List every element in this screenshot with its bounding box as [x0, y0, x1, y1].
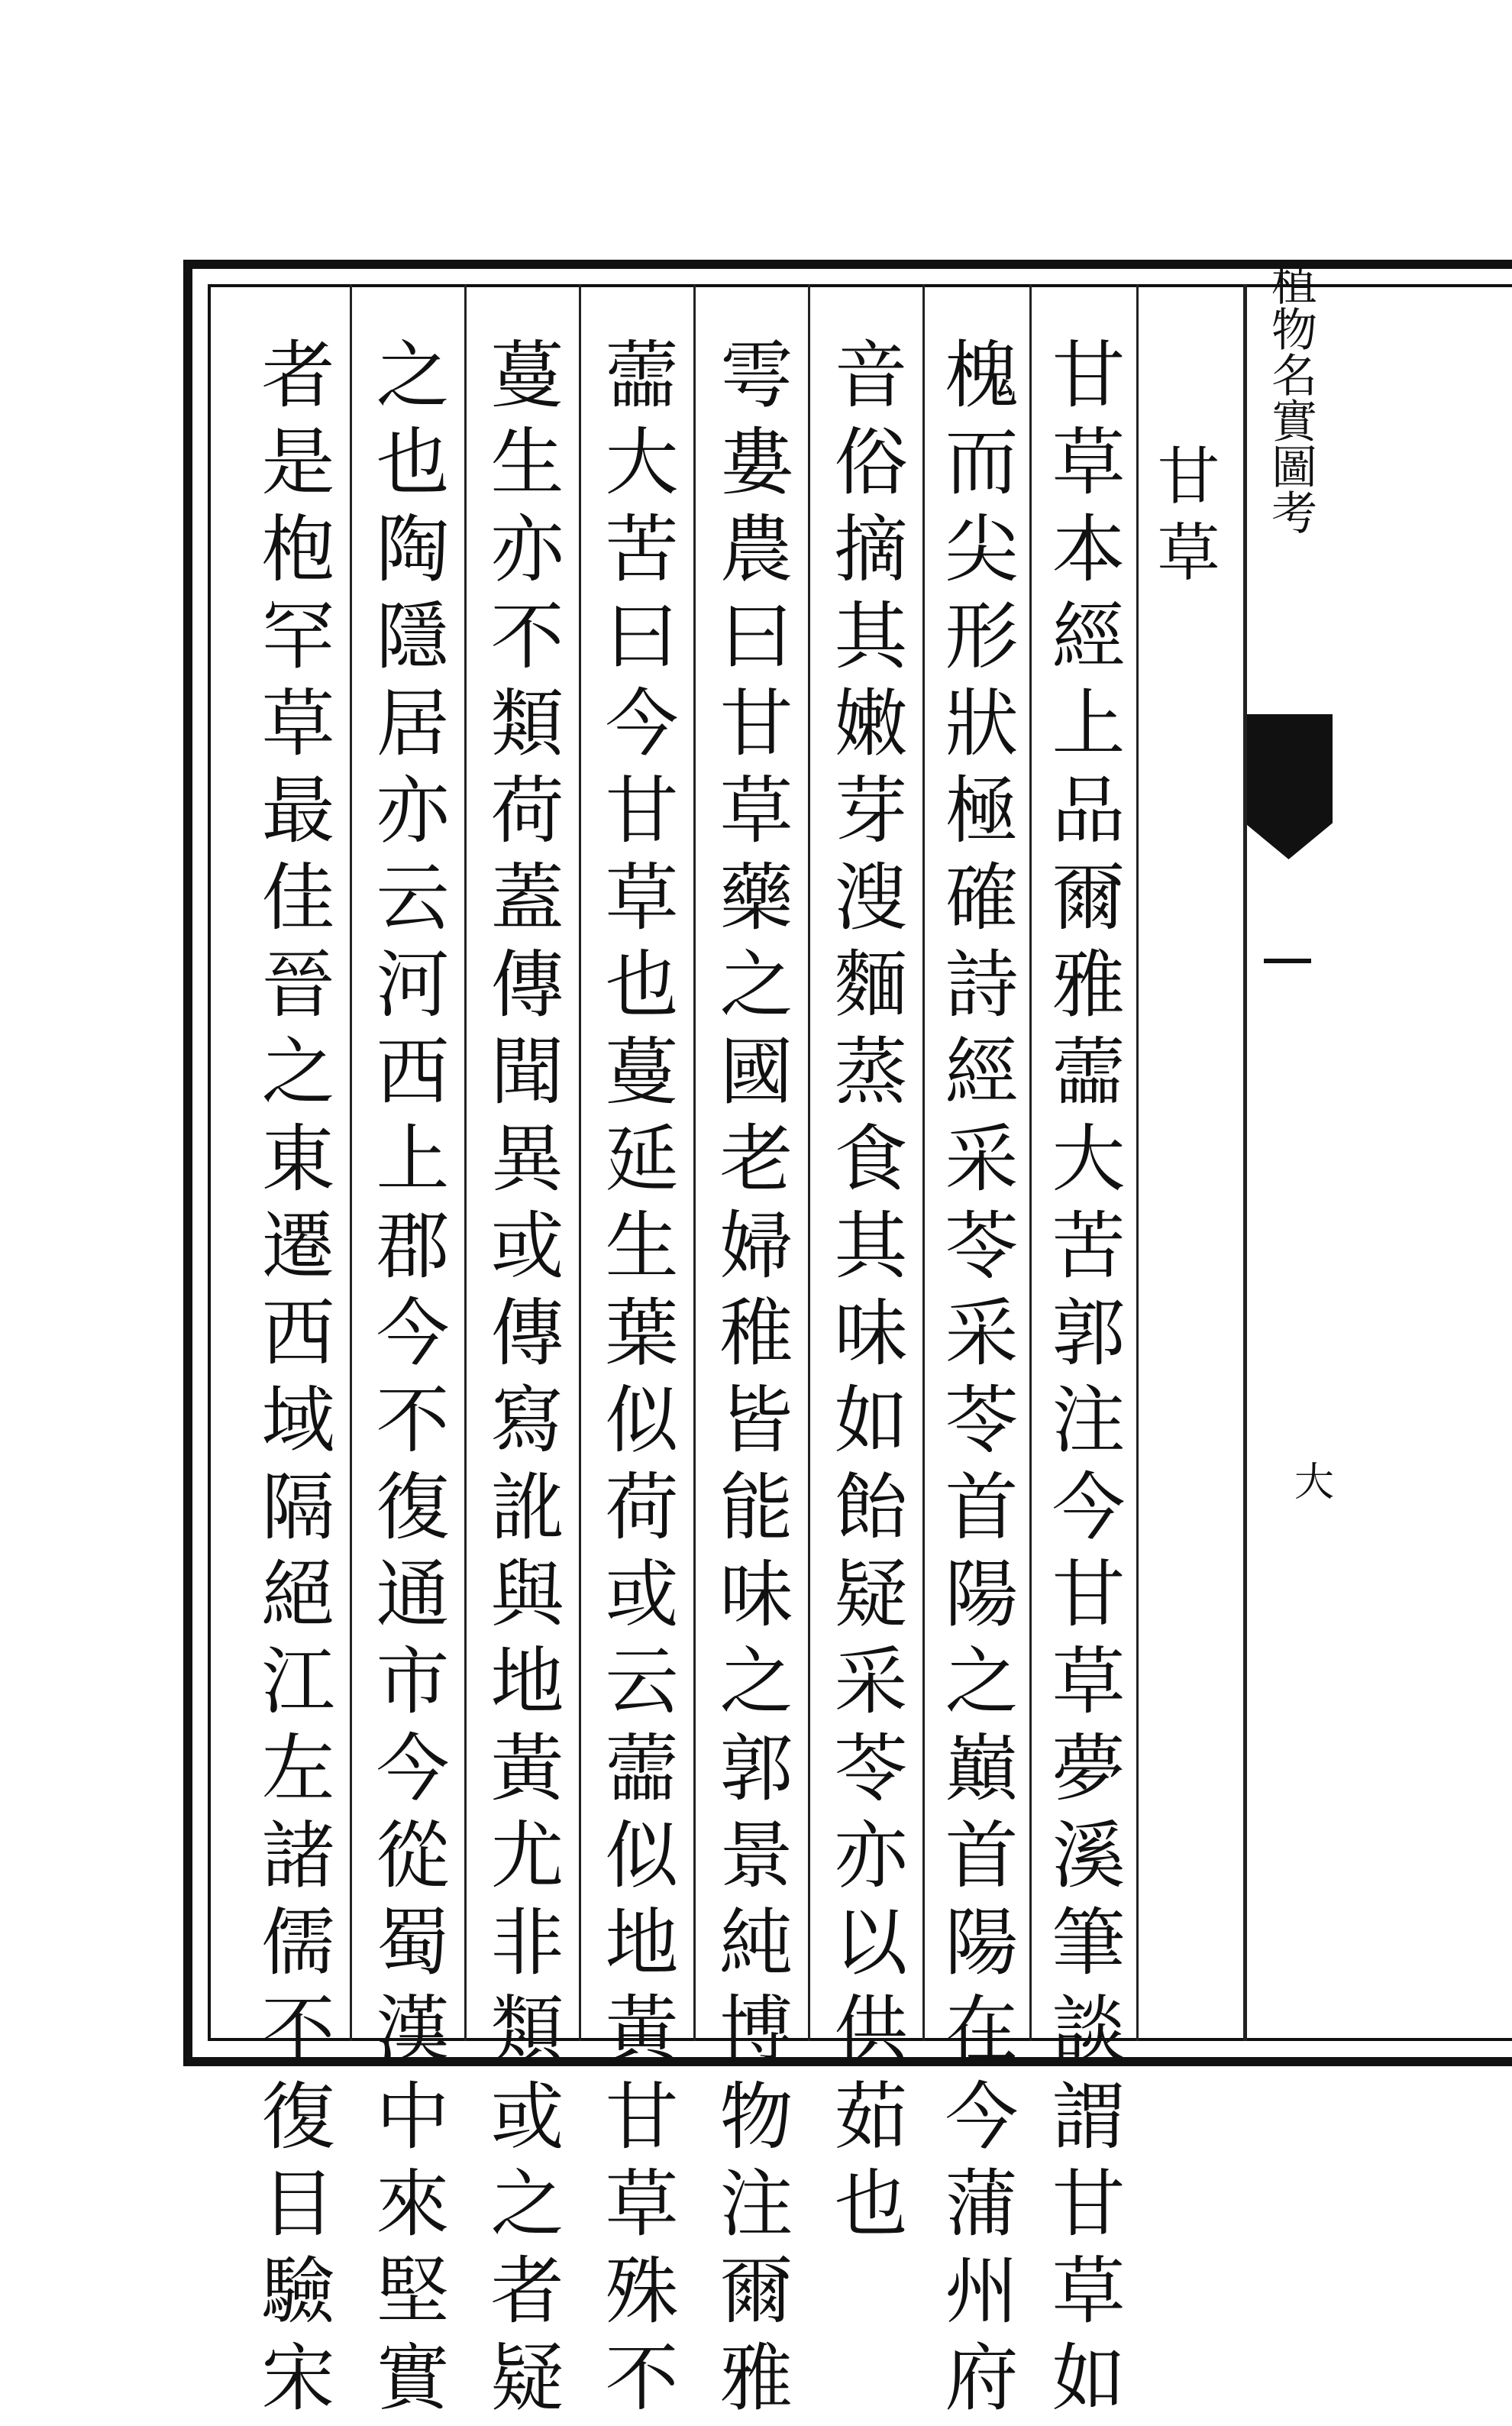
column-rule — [1243, 284, 1247, 2041]
text-column-4: 雩婁農曰甘草藥之國老婦稚皆能味之郭景純博物注爾雅 — [708, 336, 793, 2426]
column-rule — [808, 284, 810, 2041]
text-column-7: 之也陶隱居亦云河西上郡今不復通市今從蜀漢中來堅實 — [364, 336, 450, 2426]
text-column-8: 者是枹罕草最佳晉之東遷西域隔絕江左諸儒不復目驗宋 — [250, 336, 335, 2426]
text-column-1: 甘草本經上品爾雅蘦大苦郭注今甘草夢溪筆談謂甘草如 — [1040, 336, 1126, 2426]
column-rule — [350, 284, 352, 2041]
column-rule — [693, 284, 696, 2041]
text-column-5: 蘦大苦曰今甘草也蔓延生葉似荷或云蘦似地黃甘草殊不 — [593, 336, 679, 2426]
margin-leaf-number: 大 — [1294, 1460, 1335, 1506]
column-rule — [464, 284, 467, 2041]
text-column-3: 音俗摘其嫩芽溲麵蒸食其味如飴疑采苓亦以供茹也 — [822, 336, 908, 2252]
column-rule — [579, 284, 581, 2041]
margin-tick — [1264, 959, 1311, 963]
margin-title: 植物名實圖考 — [1264, 260, 1317, 535]
text-column-6: 蔓生亦不類荷蓋傳聞異或傳寫訛與地黃尤非類或之者疑 — [479, 336, 564, 2426]
column-rule — [922, 284, 925, 2041]
section-heading: 甘草 — [1147, 443, 1220, 596]
column-rule — [1029, 284, 1032, 2041]
column-rule — [1136, 284, 1139, 2041]
text-column-2: 槐而尖形狀極確詩經采苓采苓首陽之巔首陽在今蒲州府 — [933, 336, 1019, 2426]
